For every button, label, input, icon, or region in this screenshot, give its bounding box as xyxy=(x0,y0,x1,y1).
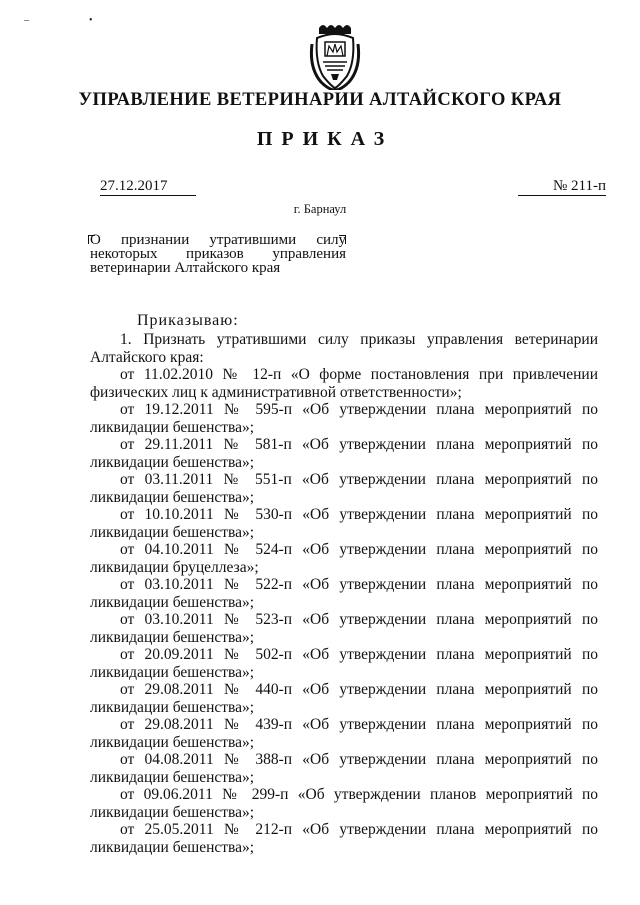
repealed-order-item: от 04.10.2011 № 524-п «Об утверждении плана мероприятий по ликвидации бруцеллеза»; xyxy=(90,541,598,576)
repealed-order-item: от 04.08.2011 № 388-п «Об утверждении плана мероприятий по ликвидации бешенства»; xyxy=(90,751,598,786)
order-point-1: 1. Признать утратившими силу приказы управления ветеринарии Алтайского края: xyxy=(90,331,598,366)
document-subject: О признании утратившими силу некоторых приказов управления ветеринарии Алтайского края xyxy=(90,232,346,276)
repealed-order-item: от 19.12.2011 № 595-п «Об утверждении плана мероприятий по ликвидации бешенства»; xyxy=(90,401,598,436)
scan-mark-right: • xyxy=(89,15,93,26)
repealed-order-item: от 29.11.2011 № 581-п «Об утверждении плана мероприятий по ликвидации бешенства»; xyxy=(90,436,598,471)
repealed-order-item: от 29.08.2011 № 439-п «Об утверждении плана мероприятий по ликвидации бешенства»; xyxy=(90,716,598,751)
agency-name: УПРАВЛЕНИЕ ВЕТЕРИНАРИИ АЛТАЙСКОГО КРАЯ xyxy=(78,90,562,110)
order-intro: Приказываю: xyxy=(137,312,239,329)
repealed-order-item: от 09.06.2011 № 299-п «Об утверждении планов мероприятий по ликвидации бешенства»; xyxy=(90,786,598,821)
scan-mark-left: – xyxy=(24,15,29,26)
repealed-order-item: от 25.05.2011 № 212-п «Об утверждении плана мероприятий по ликвидации бешенства»; xyxy=(90,821,598,856)
repealed-order-item: от 11.02.2010 № 12-п «О форме постановления при привлечении физических лиц к административной ответственности»; xyxy=(90,366,598,401)
document-city: г. Барнаул xyxy=(293,202,347,216)
document-date: 27.12.2017 xyxy=(100,178,196,196)
repealed-order-item: от 03.10.2011 № 522-п «Об утверждении плана мероприятий по ликвидации бешенства»; xyxy=(90,576,598,611)
repealed-order-item: от 03.11.2011 № 551-п «Об утверждении плана мероприятий по ликвидации бешенства»; xyxy=(90,471,598,506)
coat-of-arms-emblem xyxy=(305,20,365,90)
document-body xyxy=(90,331,598,856)
document-type: ПРИКАЗ xyxy=(256,128,394,150)
repealed-order-item: от 03.10.2011 № 523-п «Об утверждении плана мероприятий по ликвидации бешенства»; xyxy=(90,611,598,646)
document-number: № 211-п xyxy=(518,178,606,196)
repealed-order-item: от 20.09.2011 № 502-п «Об утверждении плана мероприятий по ликвидации бешенства»; xyxy=(90,646,598,681)
repealed-order-item: от 10.10.2011 № 530-п «Об утверждении плана мероприятий по ликвидации бешенства»; xyxy=(90,506,598,541)
repealed-order-item: от 29.08.2011 № 440-п «Об утверждении плана мероприятий по ликвидации бешенства»; xyxy=(90,681,598,716)
